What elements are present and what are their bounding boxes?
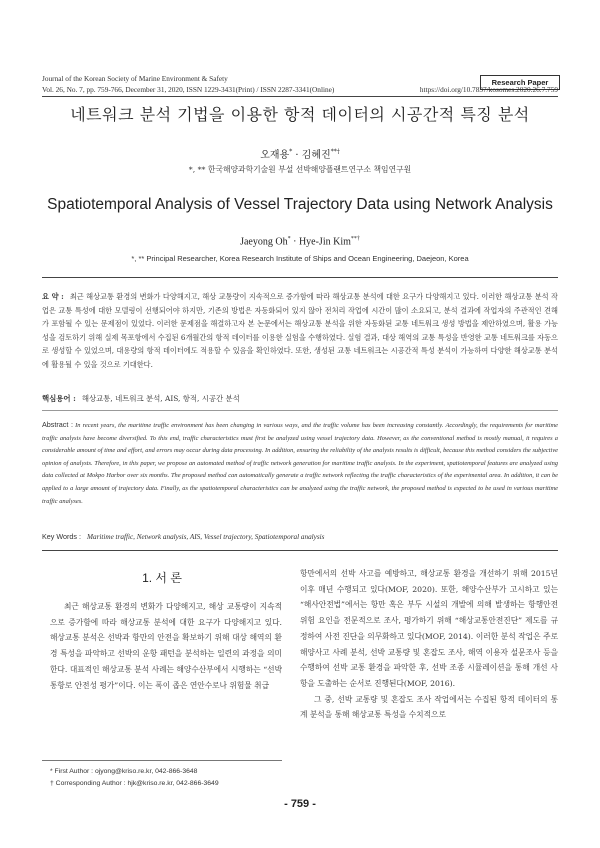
section-heading-introduction: 1. 서 론	[142, 571, 182, 585]
research-paper-badge: Research Paper	[480, 75, 560, 90]
title-korean: 네트워크 분석 기법을 이용한 항적 데이터의 시공간적 특징 분석	[70, 105, 530, 124]
footnote-first-author: * First Author : ojyong@kriso.re.kr, 042-866-3648	[50, 768, 198, 775]
keywords-english-text: Maritime traffic, Network analysis, AIS, Vessel trajectory, Spatiotemporal analysis	[87, 533, 325, 541]
author-separator-en: ·	[290, 236, 299, 248]
intro-paragraph-1: 최근 해상교통 환경의 변화가 다양해지고, 해상 교통량이 지속적으로 증가함에 따라 해상교통 분석에 대한 요구가 다양해지고 있다. 해상교통 분석은 선박과 항만의 안전을 확보하기 위해 대상 해역의 환경 특성을 파악하고 선박의 운항 패턴을 분석하는 일련의 과정을 의미한다. 대표적인 해상교통 분석 사례는 해양수산부에서 시행하는 “선박통항로 안전성 평가”이다. 이는 폭이 좁은 연안수로나 위험물 취급	[50, 602, 282, 690]
footnote-corresponding-author: † Corresponding Author : hjk@kriso.re.kr, 042-866-3649	[50, 780, 219, 787]
keywords-korean-text: 해상교통, 네트워크 분석, AIS, 항적, 시공간 분석	[81, 394, 240, 403]
body-column-right	[300, 566, 558, 723]
authors-korean	[0, 146, 600, 161]
abstract-english	[42, 419, 558, 508]
keywords-english-label: Key Words :	[42, 532, 82, 541]
author-1-en-mark: *	[287, 236, 291, 242]
author-1-en: Jaeyong Oh	[240, 236, 288, 248]
author-2-ko-mark: **†	[330, 148, 340, 156]
affiliation-korean: *, ** 한국해양과학기술원 부설 선박해양플랜트연구소 책임연구원	[188, 165, 412, 174]
author-separator-ko: ·	[292, 150, 302, 161]
footnote-rule	[42, 760, 282, 761]
abstract-divider	[42, 410, 558, 411]
intro-paragraph-2: 그 중, 선박 교통량 및 혼잡도 조사 작업에서는 수집된 항적 데이터의 통계 분석을 통해 해상교통 특성을 수치적으로	[300, 694, 558, 720]
journal-name: Journal of the Korean Society of Marine Environment & Safety	[42, 74, 228, 83]
abstract-top-rule	[42, 277, 558, 278]
header-rule	[42, 96, 558, 97]
abstract-korean	[42, 290, 558, 372]
author-1-ko-mark: *	[289, 148, 293, 156]
keywords-korean	[42, 393, 558, 404]
affiliation-english: *, ** Principal Researcher, Korea Research Institute of Ships and Ocean Engineering, Daejeon, Korea	[131, 254, 469, 263]
title-english: Spatiotemporal Analysis of Vessel Trajectory Data using Network Analysis	[47, 196, 553, 213]
abstract-bottom-rule	[42, 550, 558, 551]
page-number: - 759 -	[284, 798, 316, 810]
keywords-korean-label: 핵심용어 :	[42, 394, 76, 403]
doi-link[interactable]: https://doi.org/10.7837/kosomes.2020.26.7.759	[419, 85, 558, 94]
author-2-en: Hye-Jin Kim	[298, 236, 351, 248]
body-column-left	[50, 599, 282, 693]
abstract-english-text: In recent years, the maritime traffic environment has been changing in various ways, and the traffic volume has been increasing constantly. Accordingly, the requirements for maritime traffic analysis have become diversified. To this end, traffic characteristics must first be analyzed using vessel trajectory data. However, as the conventional method is mostly manual, it requires a considerable amount of time and effort, and errors may occur during data processing. In addition, ensuring the reliability of the analysis results is difficult, because this method considers the subjective opinion of analysts. Therefore, in this paper, we propose an automated method of traffic network generation for maritime traffic analysis. In the experiment, spatiotemporal features are analyzed using data collected at Mokpo Harbor over six months. The proposed method can automatically generate a traffic network reflecting the traffic characteristics of the experimental area. In addition, it can be applied to a large amount of trajectory data. Finally, as the spatiotemporal characteristics can be analyzed using the traffic network, the proposed method is expected to be used in various maritime traffic analyses.	[42, 422, 558, 505]
abstract-korean-text: 최근 해상교통 환경의 변화가 다양해지고, 해상 교통량이 지속적으로 증가함에 따라 해상교통 분석에 대한 요구가 다양해지고 있다. 이러한 해상교통 분석 작업은 교통 특성에 대한 모델링이 선행되어야 하지만, 기존의 방법은 자동화되어 있지 않아 전처리 작업에 시간이 많이 소요되고, 분석 결과에 작업자의 주관적인 견해가 포함될 수 있는 문제점이 있었다. 이러한 문제점을 해결하고자 본 논문에서는 해상교통 분석을 위한 자동화된 교통 네트워크 생성 방법을 제안하였으며, 활용 가능성을 검토하기 위해 실제 목포항에서 수집된 6개월간의 항적 데이터를 이용한 실험을 수행하였다. 실험 결과, 대상 해역의 교통 특성을 반영한 교통 네트워크를 자동으로 생성할 수 있었으며, 대용량의 항적 데이터에도 적용할 수 있음을 확인하였다. 또한, 생성된 교통 네트워크는 시공간적 특성 분석이 가능하여 다양한 해상교통 분석에 활용될 수 있을 것으로 기대한다.	[42, 292, 559, 369]
citation-line: Vol. 26, No. 7, pp. 759-766, December 31, 2020, ISSN 1229-3431(Print) / ISSN 2287-3341(Online)	[42, 85, 335, 94]
author-2-en-mark: **†	[350, 236, 360, 242]
abstract-korean-label: 요 약 :	[42, 292, 64, 301]
intro-paragraph-1-continued: 항만에서의 선박 사고를 예방하고, 해상교통 환경을 개선하기 위해 2015년 이후 매년 수행되고 있다(MOF, 2020). 또한, 해양수산부가 고시하고 있는 “해사안전법”에서는 항만 혹은 부두 시설의 개발에 의해 발생하는 항행안전 위험 요인을 전문적으로 조사, 평가하기 위해 “해상교통안전진단” 제도를 규정하여 사전 진단을 의무화하고 있다(MOF, 2014). 이러한 분석 작업은 주로 해양사고 사례 분석, 선박 교통량 및 혼잡도 조사, 해역 이용자 설문조사 등을 수행하여 선박 교통 환경을 파악한 후, 선박 조종 시뮬레이션을 통해 개선 사항을 도출하는 순서로 진행된다(MOF, 2016).	[300, 569, 558, 688]
abstract-english-label: Abstract :	[42, 420, 73, 429]
keywords-english	[42, 532, 558, 541]
author-1-ko: 오재용	[260, 150, 290, 161]
authors-english	[0, 236, 600, 247]
author-2-ko: 김혜진	[301, 150, 331, 161]
